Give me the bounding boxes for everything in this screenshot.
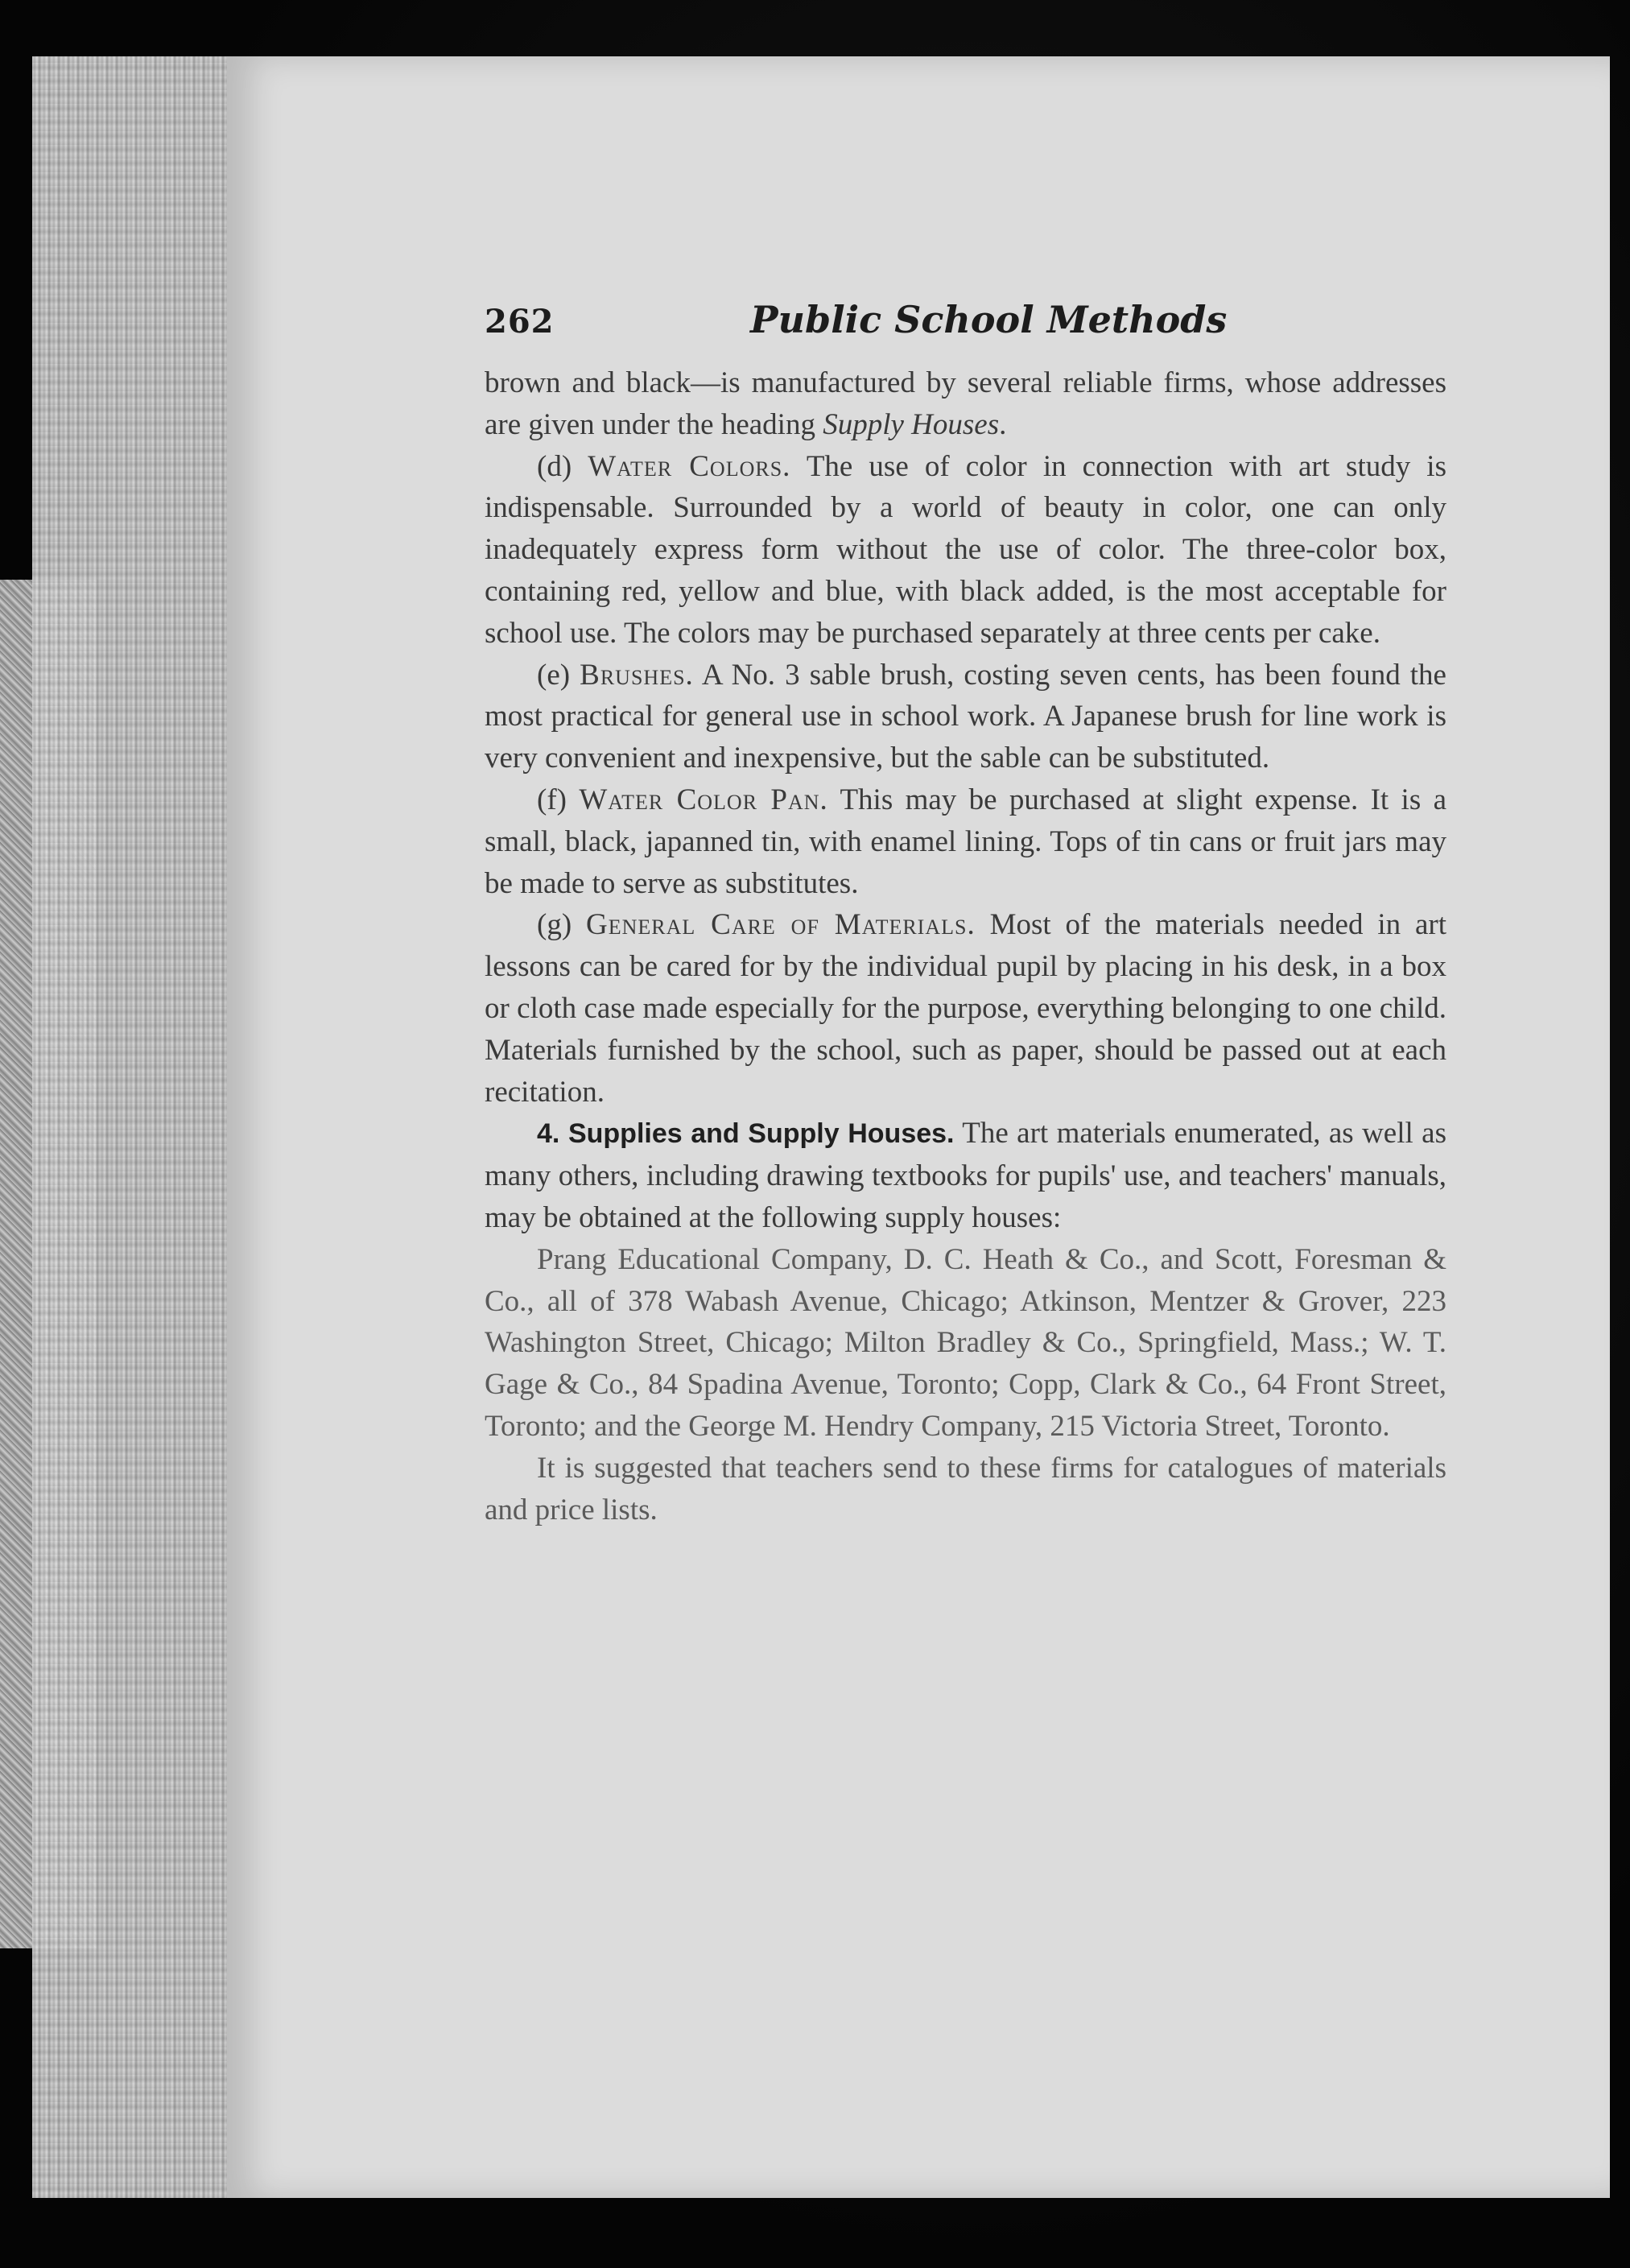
paragraph-water-colors bbox=[485, 446, 1446, 655]
section-heading: Brushes. bbox=[580, 658, 694, 692]
paragraph-general-care bbox=[485, 904, 1446, 1113]
page-content bbox=[485, 298, 1446, 1531]
paragraph-text: A No. 3 sable brush, costing seven cents, has been found the most practical for general use in school work. A Japanese brush for line work is very convenient and inexpensive, but the sable can be substituted. bbox=[485, 658, 1446, 775]
item-label: (g) bbox=[537, 908, 587, 942]
paragraph-continuation bbox=[485, 362, 1446, 446]
paragraph-supply-houses bbox=[485, 1113, 1446, 1238]
body-text bbox=[485, 362, 1446, 1531]
paragraph-supplier-list bbox=[485, 1239, 1446, 1448]
running-title: Public School Methods bbox=[750, 298, 1228, 341]
paragraph-water-color-pan bbox=[485, 779, 1446, 904]
item-label: (f) bbox=[537, 783, 580, 816]
paragraph-brushes bbox=[485, 655, 1446, 779]
item-label: (e) bbox=[537, 658, 580, 692]
section-heading: General Care of Materials. bbox=[586, 908, 976, 942]
section-heading: Water Color Pan. bbox=[579, 783, 828, 816]
paragraph-text: Most of the materials needed in art lessons can be cared for by the individual pupil by placing in his desk, in a box or cloth case made especially for the purpose, everything belonging to one child. Materials furnished by the school, such as paper, should be passed out at each recitation. bbox=[485, 908, 1446, 1109]
paragraph-suggestion bbox=[485, 1448, 1446, 1531]
paragraph-text: The art materials enumerated, as well as many others, including drawing textbooks for pupils' use, and teachers' manuals, may be obtained at the following supply houses: bbox=[485, 1117, 1446, 1234]
book-page-edges-shading bbox=[32, 56, 233, 2198]
paragraph-text: The use of color in connection with art study is indispensable. Surrounded by a world of beauty in color, one can only inadequately express form without the use of color. The three-color box, containing red, yellow and blue, with black added, is the most acceptable for school use. The colors may be purchased separately at three cents per cake. bbox=[485, 449, 1446, 650]
paragraph-text: . bbox=[999, 407, 1007, 441]
section-heading-bold: 4. Supplies and Supply Houses. bbox=[537, 1118, 955, 1150]
italic-reference: Supply Houses bbox=[823, 407, 1000, 441]
paragraph-text: This may be purchased at slight expense. It is a small, black, japanned tin, with enamel lining. Tops of tin cans or fruit jars may be made to serve as substitutes. bbox=[485, 783, 1446, 900]
section-heading: Water Colors. bbox=[588, 449, 791, 483]
page-number: 262 bbox=[485, 303, 555, 341]
paragraph-text: Prang Educational Company, D. C. Heath & Co., and Scott, Foresman & Co., all of 378 Wabash Avenue, Chicago; Atkinson, Mentzer & Grover, 223 Washington Street, Chicago; Milton Bradley & Co., Springfield, Mass.; W. T. Gage & Co., 84 Spadina Avenue, Toronto; Copp, Clark & Co., 64 Front Street, Toronto; and the George M. Hendry Company, 215 Victoria Street, Toronto. bbox=[485, 1242, 1446, 1443]
book-page bbox=[227, 56, 1610, 2198]
item-label: (d) bbox=[537, 449, 588, 483]
paragraph-text: brown and black—is manufactured by several reliable firms, whose addresses are given under the heading bbox=[485, 366, 1446, 441]
page-header bbox=[485, 298, 1446, 362]
paragraph-text: It is suggested that teachers send to these firms for catalogues of materials and price lists. bbox=[485, 1451, 1446, 1526]
